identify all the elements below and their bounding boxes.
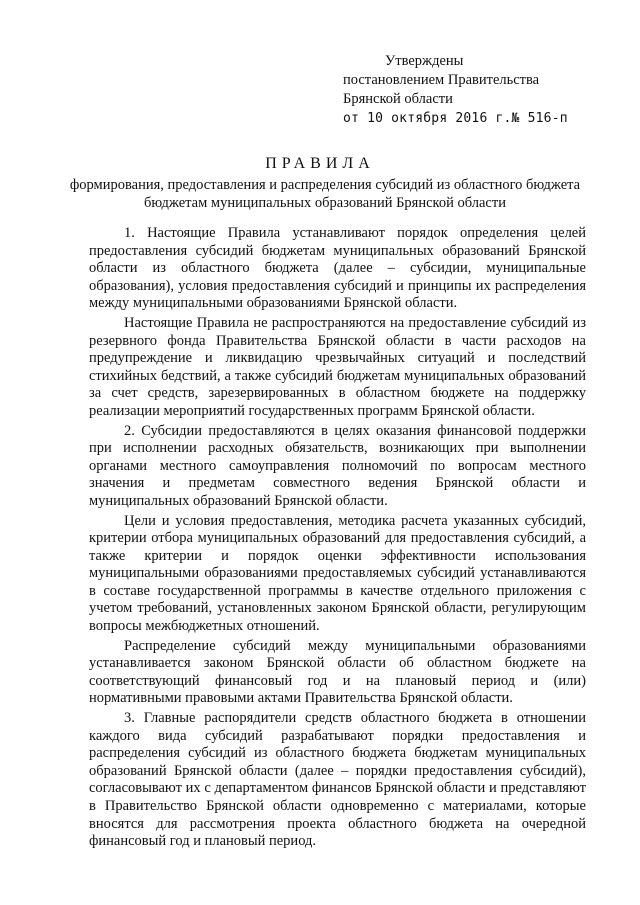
document-body bbox=[89, 225, 586, 853]
document-title: ПРАВИЛА bbox=[265, 155, 375, 172]
approval-heading: Утверждены bbox=[385, 53, 464, 69]
approval-date-number: от 10 октября 2016 г.№ 516-п bbox=[343, 111, 568, 126]
approval-region: Брянской области bbox=[343, 91, 453, 107]
paragraph-6: 3. Главные распорядители средств областного бюджета в отношении каждого вида субсидий разрабатывают порядки предоставления и распределения субсидий из областного бюджета бюджетам муниципальных образований Брянской области (далее – порядки предоставления субсидий), согласовывают их с департаментом финансов Брянской области и представляют в Правительство Брянской области одновременно с материалами, которые вносятся для рассмотрения проекта областного бюджета на очередной финансовый год и плановый период. bbox=[89, 710, 586, 850]
paragraph-3: 2. Субсидии предоставляются в целях оказания финансовой поддержки при исполнении расходных обязательств, возникающих при выполнении органами местного самоуправления полномочий по вопросам местного значения и предметам совместного ведения Брянской области и муниципальных образований Брянской области. bbox=[89, 422, 586, 509]
document-subtitle: формирования, предоставления и распределения субсидий из областного бюджета бюджетам муниципальных образований Брянской области bbox=[69, 177, 581, 211]
paragraph-4: Цели и условия предоставления, методика расчета указанных субсидий, критерии отбора муниципальных образований для предоставления субсидий, а также критерии и порядок оценки эффективности использования муниципальными образованиями предоставляемых субсидий устанавливаются в составе государственной программы в качестве отдельного приложения с учетом требований, установленных законом Брянской области, регулирующим вопросы межбюджетных отношений. bbox=[89, 512, 586, 635]
paragraph-1: 1. Настоящие Правила устанавливают порядок определения целей предоставления субсидий бюджетам муниципальных образований Брянской области из областного бюджета (далее – субсидии, муниципальные образования), условия предоставления субсидий и принципы их распределения между муниципальными образованиями Брянской области. bbox=[89, 225, 586, 312]
approval-decree: постановлением Правительства bbox=[343, 72, 540, 88]
paragraph-5: Распределение субсидий между муниципальными образованиями устанавливается законом Брянской области об областном бюджете на соответствующий финансовый год и на плановый период и (или) нормативными правовыми актами Правительства Брянской области. bbox=[89, 637, 586, 707]
paragraph-2: Настоящие Правила не распространяются на предоставление субсидий из резервного фонда Правительства Брянской области в части расходов на предупреждение и ликвидацию чрезвычайных ситуаций и последствий стихийных бедствий, а также субсидий бюджетам муниципальных образований за счет средств, зарезервированных в областном бюджете на поддержку реализации мероприятий государственных программ Брянской области. bbox=[89, 314, 586, 419]
approval-block bbox=[343, 52, 623, 128]
